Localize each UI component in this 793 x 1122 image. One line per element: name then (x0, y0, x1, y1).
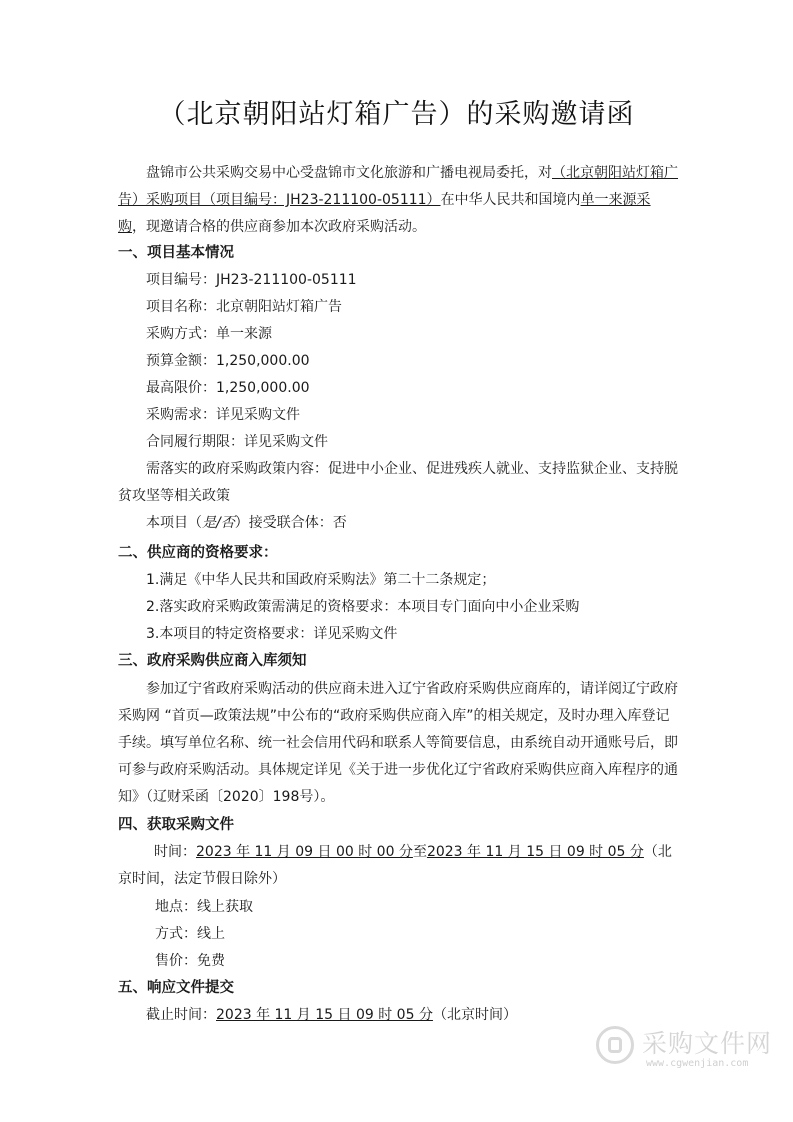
max-price: 最高限价：1,250,000.00 (146, 380, 310, 396)
acquisition-price: 售价：免费 (155, 953, 225, 969)
cgw-logo-icon (596, 1026, 634, 1064)
budget-amount: 预算金额：1,250,000.00 (146, 353, 310, 369)
project-name: 项目名称：北京朝阳站灯箱广告 (146, 299, 342, 315)
qualification-2: 2.落实政府采购政策需满足的资格要求：本项目专门面向中小企业采购 (146, 599, 580, 615)
contract-period: 合同履行期限：详见采购文件 (146, 434, 328, 450)
section5-heading: 五、响应文件提交 (118, 980, 234, 996)
intro-paragraph (118, 160, 678, 241)
supplier-registration-notice: 参加辽宁省政府采购活动的供应商未进入辽宁省政府采购供应商库的，请详阅辽宁政府采购网 “首页—政策法规”中公布的“政府采购供应商入库”的相关规定，及时办理入库登记手续。填写单位名称、统一社会信用代码和联系人等简要信息，由系统自动开通账号后，即可参与政府采购活动。具体规定详见《关于进一步优化辽宁省政府采购供应商入库程序的通知》（辽财采函〔2020〕198号）。 (118, 681, 678, 805)
watermark-url: www.cgwenjian.com (646, 1058, 749, 1069)
intro-text-3: ，现邀请合格的供应商参加本次政府采购活动。 (132, 219, 426, 235)
consortium-line (146, 513, 347, 533)
project-number: 项目编号：JH23-211100-05111 (146, 272, 357, 288)
procurement-method: 单一来源采购 (118, 192, 651, 235)
time-end: 2023 年 11 月 15 日 09 时 05 分 (426, 844, 644, 860)
page-title: （北京朝阳站灯箱广告）的采购邀请函 (158, 99, 635, 130)
consortium-choice: 是/否 (202, 515, 235, 531)
acquisition-place: 地点：线上获取 (155, 899, 253, 915)
procurement-method-line: 采购方式：单一来源 (146, 326, 272, 342)
policy-paragraph: 需落实的政府采购政策内容：促进中小企业、促进残疾人就业、支持监狱企业、支持脱贫攻坚等相关政策 (118, 461, 678, 504)
consortium-pre: 本项目（ (146, 515, 202, 531)
consortium-post: ）接受联合体：否 (234, 515, 347, 531)
submission-deadline (146, 1005, 517, 1025)
time-start: 2023 年 11 月 09 日 00 时 00 分 (196, 844, 413, 860)
acquisition-method: 方式：线上 (155, 926, 225, 942)
qualification-3: 3.本项目的特定资格要求：详见采购文件 (146, 626, 398, 642)
deadline-note: （北京时间） (432, 1007, 517, 1023)
section2-heading: 二、供应商的资格要求： (118, 545, 278, 561)
time-to: 至 (412, 844, 427, 860)
qualification-1: 1.满足《中华人民共和国政府采购法》第二十二条规定； (146, 572, 496, 588)
intro-text-1: 盘锦市公共采购交易中心受盘锦市文化旅游和广播电视局委托，对 (146, 165, 552, 181)
section1-heading: 一、项目基本情况 (118, 245, 234, 261)
intro-text-2: 在中华人民共和国境内 (440, 192, 581, 208)
section4-heading: 四、获取采购文件 (118, 817, 234, 833)
deadline-label: 截止时间： (146, 1007, 216, 1023)
procurement-requirement: 采购需求：详见采购文件 (146, 407, 300, 423)
time-note: （北京时间，法定节假日除外） (118, 844, 672, 887)
time-label: 时间： (154, 844, 196, 860)
project-name-link: （北京朝阳站灯箱广告）采购项目（项目编号：JH23-211100-05111） (118, 165, 678, 208)
section3-heading: 三、政府采购供应商入库须知 (118, 653, 307, 669)
watermark (596, 1020, 786, 1080)
acquisition-time (118, 839, 678, 893)
watermark-text: 采购文件网 (642, 1029, 773, 1058)
deadline-value: 2023 年 11 月 15 日 09 时 05 分 (216, 1007, 433, 1023)
